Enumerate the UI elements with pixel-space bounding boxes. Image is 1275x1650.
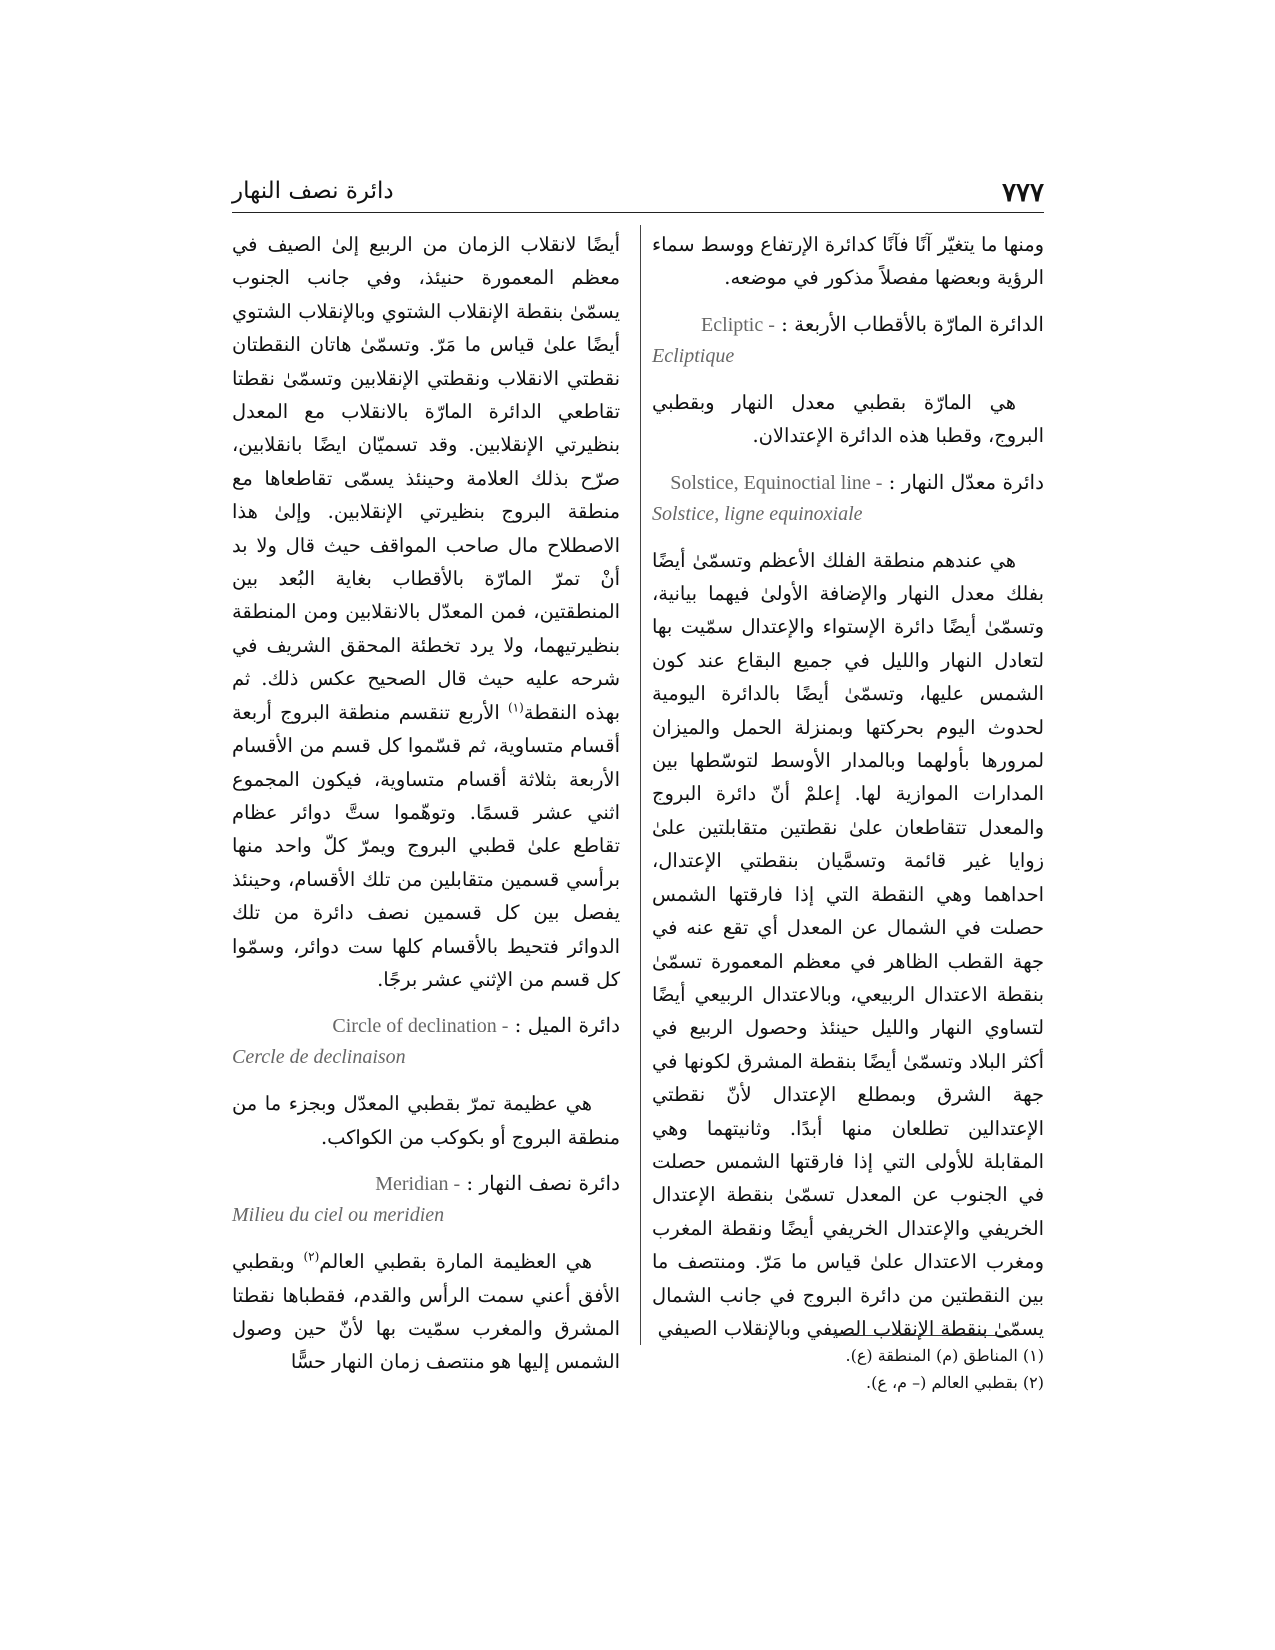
paragraph-text: الأربع تنقسم منطقة البروج أربعة أقسام متساوية، ثم قسّموا كل قسم من الأقسام الأربعة بثلاثة أقسام متساوية، فيكون المجموع اثني عشر قسمًا. وتوهّموا ستَّ دوائر عظام تقاطع علىٰ قطبي البروج ويمرّ كلّ واحد منها برأسي قسمين متقابلين من تلك الأقسام، وحينئذ يفصل بين كل قسمين نصف دائرة من تلك الدوائر فتحيط بالأقسام كلها ست دوائر، وسمّوا كل قسم من الإثني عشر برجًا. bbox=[232, 700, 620, 991]
term-heading bbox=[232, 1010, 620, 1073]
term-english: Solstice, Equinoctial line - bbox=[670, 471, 883, 494]
term-english: Ecliptic - bbox=[701, 313, 775, 336]
paragraph-text: هي العظيمة المارة بقطبي العالم bbox=[319, 1250, 592, 1274]
left-column bbox=[232, 228, 620, 1374]
footnote: (٢) بقطبي العالم (– م، ع). bbox=[866, 1373, 1044, 1392]
term-arabic: دائرة نصف النهار : bbox=[466, 1171, 620, 1196]
paragraph-text: وبقطبي الأفق أعني سمت الرأس والقدم، فقطباها نقطتا المشرق والمغرب سمّيت بها لأنّ حين وصول الشمس إليها هو منتصف زمان النهار حسًّا bbox=[232, 1250, 620, 1374]
term-french: Milieu du ciel ou meridien bbox=[232, 1204, 445, 1227]
paragraph: ومنها ما يتغيّر آنًا فآنًا كدائرة الإرتفاع ووسط سماء الرؤية وبعضها مفصلاً مذكور في موضعه. bbox=[652, 233, 1044, 290]
term-arabic: دائرة الميل : bbox=[514, 1013, 620, 1038]
footnotes bbox=[652, 1342, 1044, 1396]
page-number: ٧٧٧ bbox=[1002, 178, 1044, 208]
term-english: Meridian - bbox=[375, 1173, 461, 1196]
term-french: Cercle de declinaison bbox=[232, 1046, 406, 1069]
page-header bbox=[232, 178, 1044, 213]
column-divider bbox=[640, 225, 641, 1345]
term-heading bbox=[652, 309, 1044, 372]
term-arabic: دائرة معدّل النهار : bbox=[888, 469, 1044, 494]
footnote-rule bbox=[835, 1335, 1011, 1336]
term-heading bbox=[232, 1168, 620, 1231]
footnote-marker: (١) bbox=[507, 700, 524, 715]
paragraph: هي عندهم منطقة الفلك الأعظم وتسمّىٰ أيضًا بفلك معدل النهار والإضافة الأولىٰ فيهما بيانية، وتسمّىٰ أيضًا دائرة الإستواء والإعتدال سمّيت بها لتعادل النهار والليل في جميع البقاع عند كون الشمس عليها، وتسمّىٰ أيضًا بالدائرة اليومية لحدوث اليوم بحركتها وبمنزلة الحمل والميزان لمرورها بأولهما وبالمدار الأوسط لتوسّطها بين المدارات الموازية لها. إعلمْ أنّ دائرة البروج والمعدل تتقاطعان علىٰ نقطتين متقابلتين علىٰ زوايا غير قائمة وتسمَّيان بنقطتي الإعتدال، احداهما وهي النقطة التي إذا فارقتها الشمس حصلت في الشمال عن المعدل أي تقع عنه في جهة القطب الظاهر في معظم المعمورة تسمّىٰ بنقطة الاعتدال الربيعي، وبالاعتدال الربيعي أيضًا لتساوي النهار والليل حينئذ وحصول الربيع في أكثر البلاد وتسمّىٰ أيضًا بنقطة المشرق لكونها في جهة الشرق وبمطلع الإعتدال لأنّ نقطتي الإعتدالين تطلعان منها أبدًا. وثانيتهما وهي المقابلة للأولى التي إذا فارقتها الشمس حصلت في الجنوب عن المعدل تسمّىٰ بنقطة الإعتدال الخريفي والإعتدال الخريفي أيضًا ونقطة المغرب ومغرب الاعتدال علىٰ قياس ما مَرّ. ومنتصف ما بين النقطتين من دائرة البروج في جانب الشمال يسمّىٰ بنقطة الإنقلاب الصيفي وبالإنقلاب الصيفي bbox=[652, 548, 1044, 1340]
term-english: Circle of declination - bbox=[332, 1015, 509, 1038]
footnote-marker: (٢) bbox=[303, 1249, 320, 1264]
paragraph bbox=[232, 1245, 620, 1379]
paragraph bbox=[232, 228, 620, 996]
paragraph: هي المارّة بقطبي معدل النهار وبقطبي البروج، وقطبا هذه الدائرة الإعتدالان. bbox=[652, 390, 1044, 448]
paragraph-text: أيضًا لانقلاب الزمان من الربيع إلىٰ الصيف في معظم المعمورة حنيئذ، وفي جانب الجنوب يسمّىٰ بنقطة الإنقلاب الشتوي وبالإنقلاب الشتوي أيضًا علىٰ قياس ما مَرّ. وتسمّىٰ هاتان النقطتان نقطتي الانقلاب ونقطتي الإنقلابين وتسمّىٰ نقطتا تقاطعي الدائرة المارّة بالانقلاب مع المعدل بنظيرتي الإنقلابين. وقد تسميّان ايضًا بانقلابين، صرّح بذلك العلامة وحينئذ يسمّى تقاطعاها مع منطقة البروج بنظيرتي الإنقلابين. وإلىٰ هذا الاصطلاح مال صاحب المواقف حيث قال ولا بد أنْ تمرّ المارّة بالأقطاب بغاية البُعد بين المنطقتين، فمن المعدّل بالانقلابين ومن المنطقة بنظيرتيهما، ولا يرد تخطئة المحقق الشريف في شرحه عليه حيث قال الصحيح عكس ذلك. ثم بهذه النقطة bbox=[232, 233, 620, 724]
footnote: (١) المناطق (م) المنطقة (ع). bbox=[845, 1346, 1044, 1365]
term-french: Ecliptique bbox=[652, 344, 735, 367]
term-heading bbox=[652, 467, 1044, 530]
term-arabic: الدائرة المارّة بالأقطاب الأربعة : bbox=[781, 311, 1044, 336]
right-column bbox=[652, 228, 1044, 1359]
running-title: دائرة نصف النهار bbox=[232, 178, 394, 204]
paragraph: هي عظيمة تمرّ بقطبي المعدّل وبجزء ما من منطقة البروج أو بكوكب من الكواكب. bbox=[232, 1092, 620, 1149]
term-french: Solstice, ligne equinoxiale bbox=[652, 502, 863, 525]
